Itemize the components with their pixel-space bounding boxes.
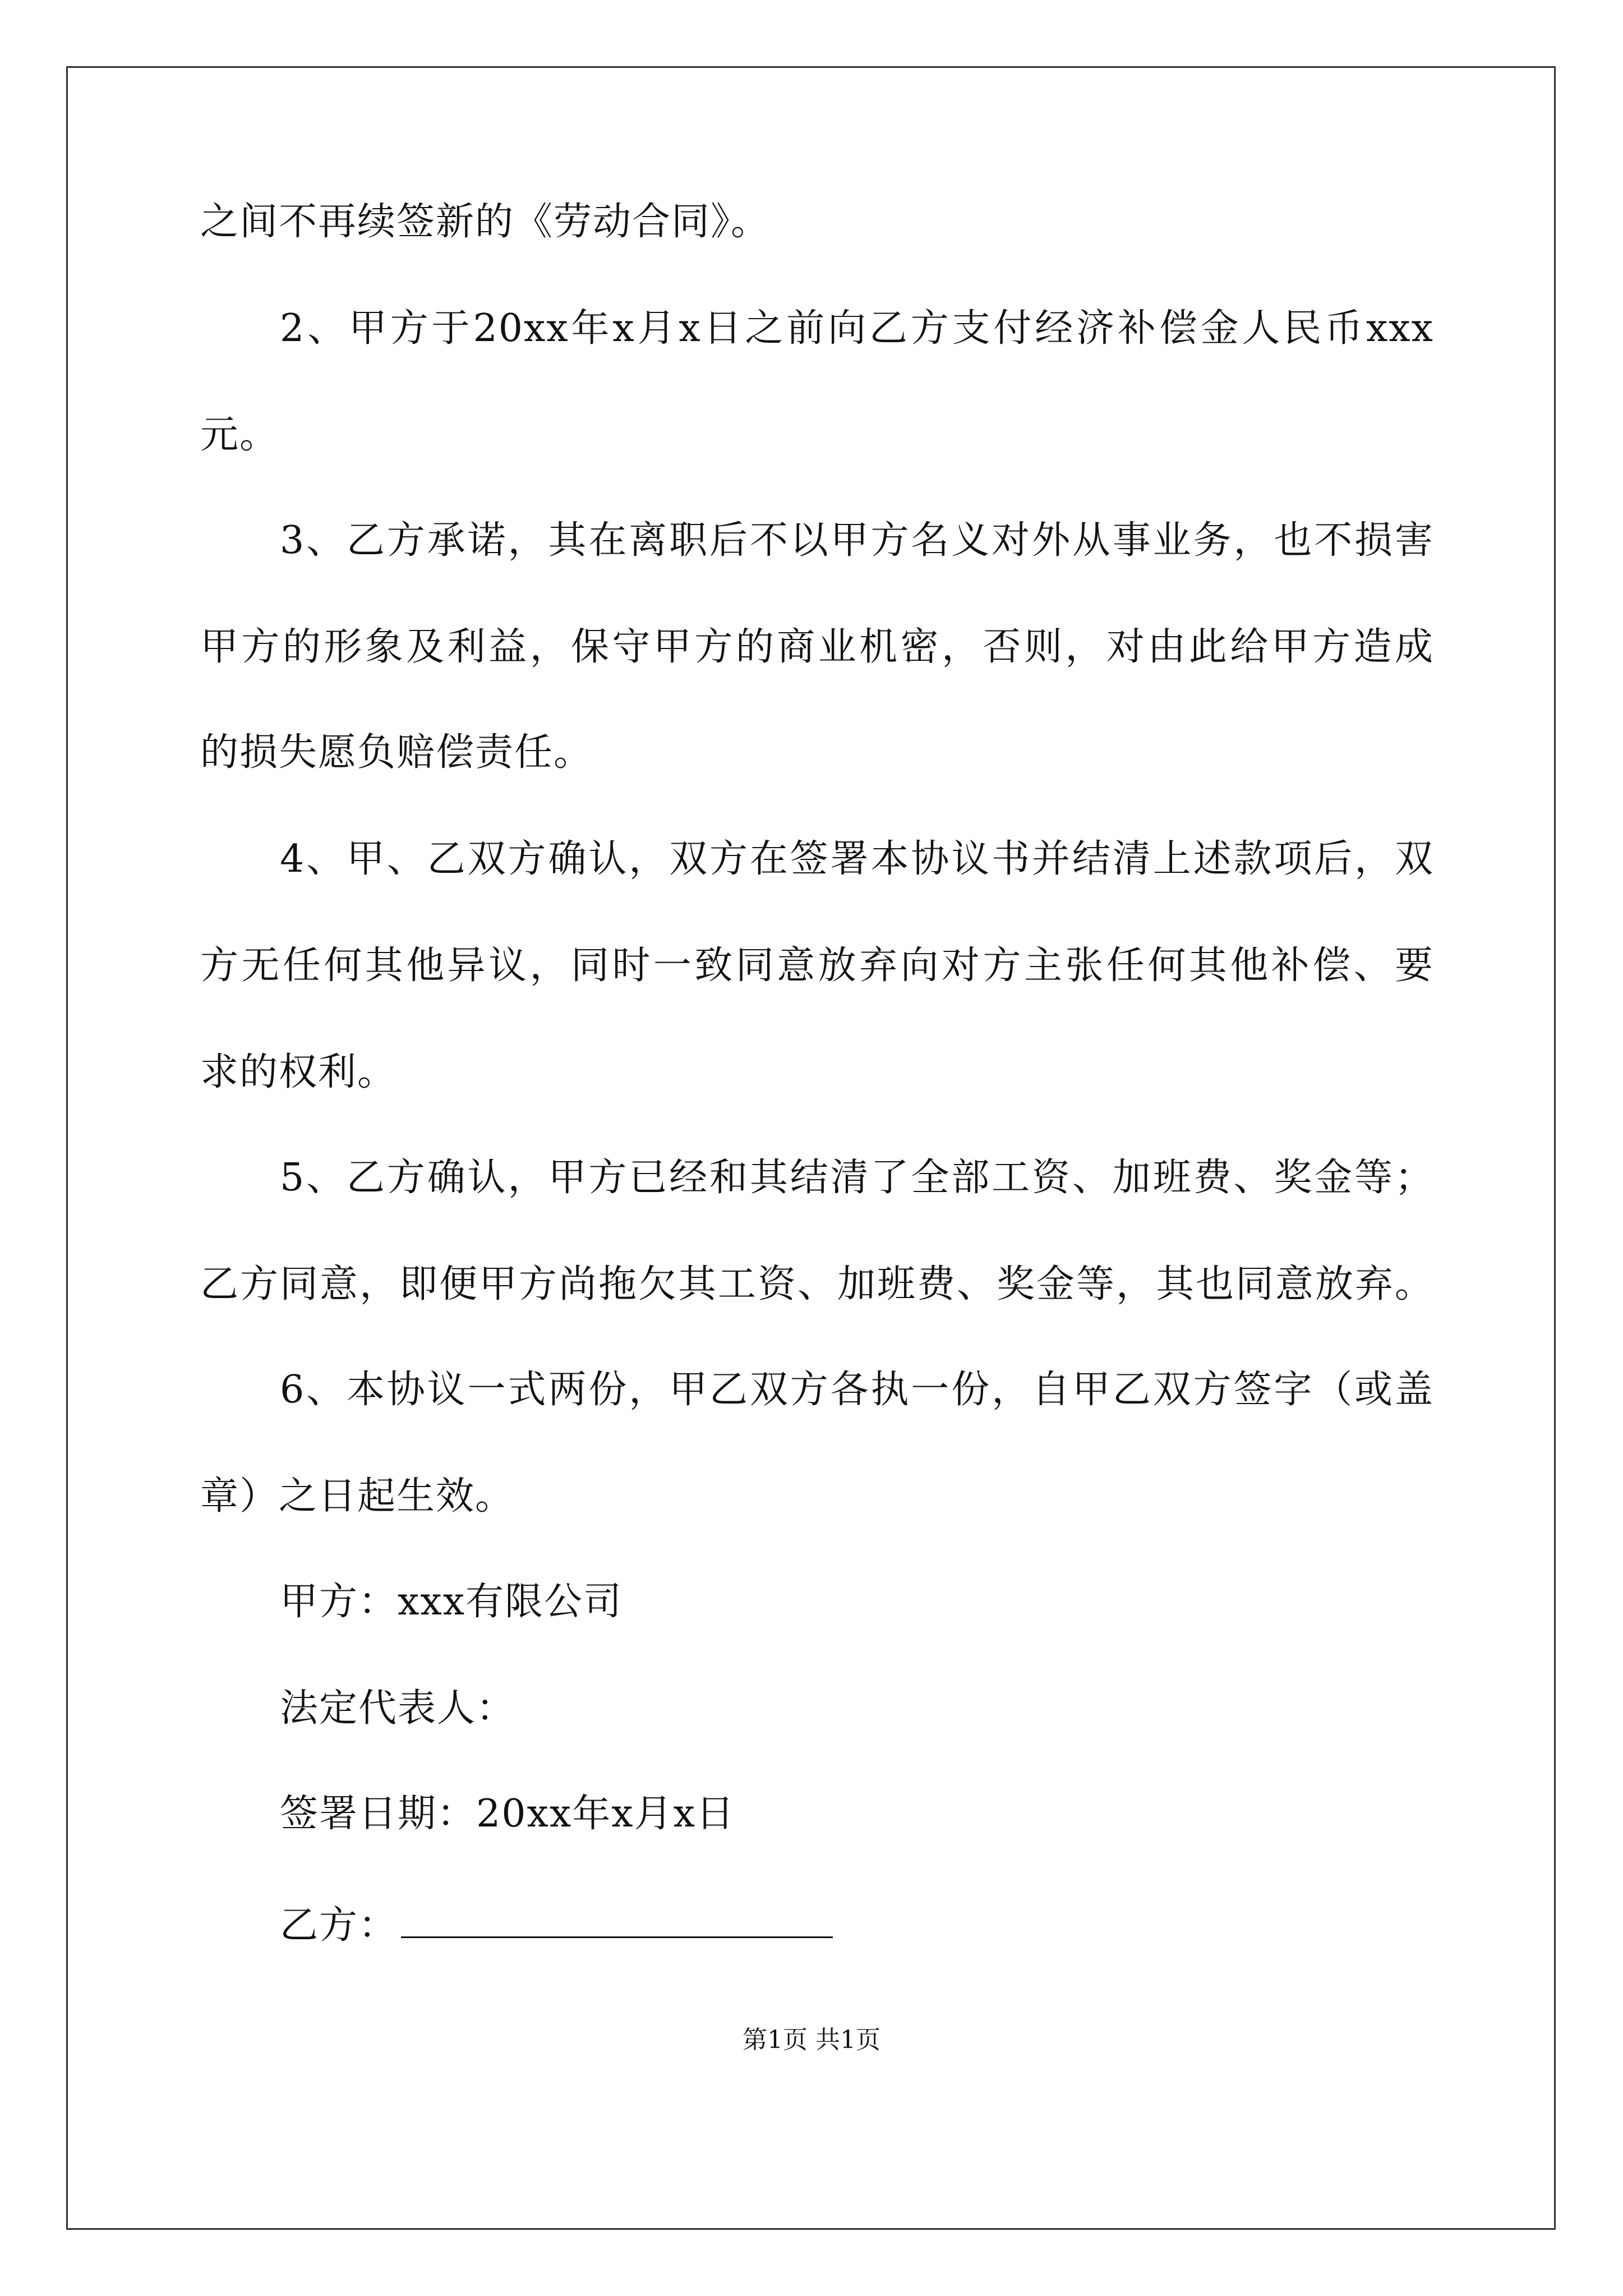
paragraph-line: 之间不再续签新的《劳动合同》。 bbox=[200, 200, 771, 244]
paragraph-line: 4、甲、乙双方确认，双方在签署本协议书并结清上述款项后，双 bbox=[280, 837, 1434, 881]
party-b-line bbox=[280, 1902, 833, 1948]
paragraph-line: 2、甲方于20xx年x月x日之前向乙方支付经济补偿金人民币xxx bbox=[280, 306, 1434, 351]
legal-rep-line: 法定代表人： bbox=[280, 1686, 516, 1731]
party-a-line: 甲方：xxx有限公司 bbox=[280, 1580, 623, 1624]
paragraph-line: 元。 bbox=[200, 413, 279, 457]
sign-date-line: 签署日期：20xx年x月x日 bbox=[280, 1792, 735, 1836]
paragraph-line: 6、本协议一式两份，甲乙双方各执一份，自甲乙双方签字（或盖 bbox=[280, 1368, 1434, 1412]
signature-blank bbox=[401, 1902, 833, 1938]
party-b-label: 乙方： bbox=[280, 1903, 398, 1948]
paragraph-line: 方无任何其他异议，同时一致同意放弃向对方主张任何其他补偿、要 bbox=[200, 944, 1434, 988]
paragraph-line: 乙方同意，即便甲方尚拖欠其工资、加班费、奖金等，其也同意放弃。 bbox=[200, 1262, 1434, 1306]
page-footer: 第1页 共1页 bbox=[743, 2026, 880, 2054]
paragraph-line: 3、乙方承诺，其在离职后不以甲方名义对外从事业务，也不损害 bbox=[280, 518, 1434, 563]
paragraph-line: 的损失愿负赔偿责任。 bbox=[200, 730, 593, 775]
paragraph-line: 求的权利。 bbox=[200, 1050, 397, 1094]
paragraph-line: 章）之日起生效。 bbox=[200, 1474, 515, 1519]
paragraph-line: 5、乙方确认，甲方已经和其结清了全部工资、加班费、奖金等； bbox=[280, 1156, 1434, 1200]
paragraph-line: 甲方的形象及利益，保守甲方的商业机密，否则，对由此给甲方造成 bbox=[200, 625, 1434, 669]
